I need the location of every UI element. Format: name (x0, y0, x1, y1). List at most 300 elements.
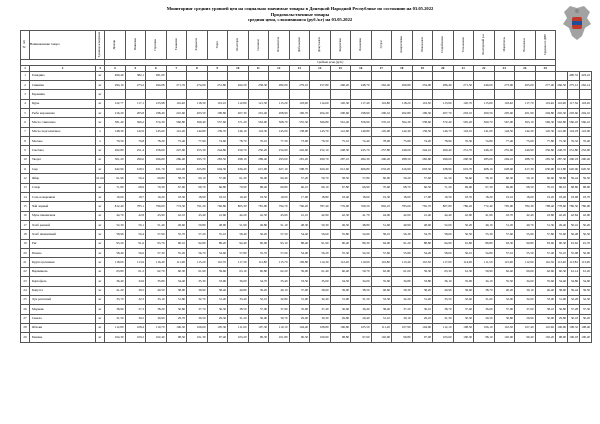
price-cell: 248,70 (556, 146, 568, 155)
unit-cell: кг (96, 239, 105, 248)
price-cell: 294,08 (146, 80, 167, 89)
price-cell: 44,40 (433, 211, 454, 220)
price-cell: 286,40 (166, 155, 187, 164)
column-number: 12 (269, 66, 290, 72)
table-row (21, 323, 592, 332)
price-cell: 59,44 (568, 174, 580, 183)
price-cell: 565,20 (453, 118, 474, 127)
price-cell: 59,60 (207, 267, 228, 276)
price-cell: 48,30 (289, 221, 310, 230)
table-row (21, 258, 592, 267)
price-cell: 141,60 (330, 127, 351, 136)
price-cell: 104,40 (289, 323, 310, 332)
price-cell: 61,30 (453, 267, 474, 276)
price-cell: 56,50 (453, 230, 474, 239)
column-number: 23 (494, 66, 515, 72)
price-cell: 117,90 (433, 258, 454, 267)
price-cell (556, 90, 568, 99)
price-cell: 38,90 (105, 305, 126, 314)
price-cell: 766,80 (207, 202, 228, 211)
price-cell: 42,60 (392, 211, 413, 220)
price-cell: 604,30 (207, 165, 228, 174)
product-name: Куры (30, 99, 96, 108)
price-cell: 100,2 (125, 333, 146, 342)
price-cell: 37,40 (310, 305, 331, 314)
price-cell: 57,00 (269, 249, 290, 258)
price-cell: 38,40 (371, 305, 392, 314)
price-cell: 91,90 (310, 239, 331, 248)
price-cell: 201,40 (248, 108, 269, 117)
price-cell: 110,10 (269, 323, 290, 332)
price-cell: 31,90 (330, 295, 351, 304)
price-cell: 103,20 (228, 333, 249, 342)
price-cell: 63,10 (228, 267, 249, 276)
price-cell: 109,60 (187, 323, 208, 332)
price-cell: 55,70 (166, 230, 187, 239)
price-cell: 108,80 (310, 323, 331, 332)
price-cell: 98,50 (166, 333, 187, 342)
price-cell: 35,90 (289, 305, 310, 314)
unit-cell: кг (96, 323, 105, 332)
price-cell: 31,20 (228, 314, 249, 323)
price-cell: 275,12 (568, 80, 580, 89)
price-cell: 34,10 (474, 277, 495, 286)
price-cell: 60,60 (535, 174, 556, 183)
price-cell: 204,10 (580, 108, 592, 117)
price-cell: 148,30 (105, 127, 126, 136)
price-cell: 60,90 (371, 174, 392, 183)
price-cell: 89,30 (351, 239, 372, 248)
price-cell: 615,90 (248, 165, 269, 174)
header-region: Кировское (330, 31, 351, 60)
price-cell: 205,60 (494, 108, 515, 117)
table-row (21, 193, 592, 202)
price-cell: 113,90 (433, 99, 454, 108)
row-number: 21 (21, 258, 30, 267)
price-cell: 242,60 (289, 146, 310, 155)
table-row (21, 267, 592, 276)
title-line-1: Мониторинг средних уровней цен на социально значимые товары в Донецкой Народной Республике по состоянию на 03.05.2022 (166, 6, 434, 11)
price-cell: 110,30 (494, 323, 515, 332)
product-name: Крупа гречневая (30, 258, 96, 267)
price-cell: 88,80 (412, 239, 433, 248)
price-cell: 76,50 (310, 137, 331, 146)
row-number: 20 (21, 249, 30, 258)
price-cell: 55,10 (556, 249, 568, 258)
price-table-body (21, 71, 592, 342)
price-cell: 246,20 (474, 146, 495, 155)
price-cell: 51,10 (269, 221, 290, 230)
price-cell: 38,20 (146, 305, 167, 314)
price-cell: 58,80 (556, 174, 568, 183)
price-cell: 58,90 (105, 230, 126, 239)
price-cell: 30,2 (125, 314, 146, 323)
price-cell: 42,8 (125, 211, 146, 220)
price-cell: 62,20 (269, 267, 290, 276)
price-cell: 40,90 (433, 286, 454, 295)
row-number: 27 (21, 314, 30, 323)
price-cell: 198,90 (351, 108, 372, 117)
price-cell: 59,00 (289, 267, 310, 276)
price-cell: 608,10 (474, 165, 495, 174)
price-cell: 40,40 (535, 286, 556, 295)
price-cell: 57,60 (371, 249, 392, 258)
price-cell: 29,80 (330, 314, 351, 323)
price-cell: 290,30 (453, 155, 474, 164)
price-cell: 620,50 (580, 165, 592, 174)
price-cell: 32,28 (568, 295, 580, 304)
price-cell: 34,40 (556, 277, 568, 286)
table-row (21, 118, 592, 127)
price-cell: 66,80 (207, 183, 228, 192)
price-cell: 57,80 (228, 249, 249, 258)
price-cell: 60,40 (269, 174, 290, 183)
price-cell: 59,70 (351, 267, 372, 276)
price-cell: 60,80 (248, 267, 269, 276)
price-cell: 574,30 (146, 118, 167, 127)
price-cell: 33,40 (228, 295, 249, 304)
price-cell: 29,70 (166, 314, 187, 323)
price-cell: 60,10 (187, 174, 208, 183)
price-cell: 37,40 (453, 305, 474, 314)
price-cell: 54,90 (351, 230, 372, 239)
header-region: Дебальцево (289, 31, 310, 60)
price-cell: 490,40 (105, 71, 126, 80)
price-cell: 282,00 (269, 80, 290, 89)
column-number: 7 (166, 66, 187, 72)
price-cell: 35,00 (310, 277, 331, 286)
price-cell: 33,10 (146, 295, 167, 304)
price-cell: 35,00 (453, 277, 474, 286)
price-cell: 35,90 (371, 277, 392, 286)
price-cell: 143,30 (248, 127, 269, 136)
price-cell: 568,70 (269, 118, 290, 127)
price-cell: 619,70 (453, 165, 474, 174)
price-cell (310, 90, 331, 99)
price-cell: 19,60 (105, 193, 126, 202)
price-cell: 31,50 (351, 295, 372, 304)
price-cell: 50,80 (187, 221, 208, 230)
price-cell: 38,50 (351, 286, 372, 295)
price-cell: 119,40 (535, 99, 556, 108)
price-cell: 254,00 (412, 80, 433, 89)
table-row (21, 155, 592, 164)
product-name: Чай черный (30, 202, 96, 211)
price-cell: 36,10 (412, 305, 433, 314)
price-cell: 69,90 (494, 183, 515, 192)
column-number: 17 (371, 66, 392, 72)
price-cell: 38,20 (412, 286, 433, 295)
price-cell: 61,90 (187, 267, 208, 276)
price-cell: 57,60 (494, 230, 515, 239)
price-cell: 41,90 (474, 211, 495, 220)
price-cell: 78,20 (146, 137, 167, 146)
column-number: 11 (248, 66, 269, 72)
price-cell: 78,70 (228, 137, 249, 146)
price-cell: 71,80 (105, 183, 126, 192)
price-cell: 38,90 (166, 286, 187, 295)
price-cell: 139,70 (207, 127, 228, 136)
price-cell: 100,20 (580, 333, 592, 342)
price-cell: 67,60 (166, 183, 187, 192)
price-cell (371, 71, 392, 80)
unit-cell: 10 шт (96, 174, 105, 183)
price-cell: 55,30 (474, 230, 495, 239)
price-cell: 43,60 (269, 211, 290, 220)
price-cell: 52,00 (433, 221, 454, 230)
price-cell: 802,10 (371, 202, 392, 211)
price-cell: 566,2 (125, 118, 146, 127)
price-cell: 630,90 (535, 165, 556, 174)
price-cell: 145,30 (535, 127, 556, 136)
table-row (21, 137, 592, 146)
price-cell (187, 90, 208, 99)
price-cell: 207,30 (228, 108, 249, 117)
price-cell: 17,90 (289, 193, 310, 202)
price-cell: 114,60 (310, 99, 331, 108)
price-cell: 783,60 (392, 202, 413, 211)
price-cell: 116,80 (371, 258, 392, 267)
table-row (21, 183, 592, 192)
price-cell: 117,70 (515, 99, 536, 108)
price-cell: 113,82 (568, 258, 580, 267)
price-cell: 199,30 (412, 108, 433, 117)
price-cell: 33,50 (289, 277, 310, 286)
price-cell: 61,20 (228, 174, 249, 183)
price-cell: 62,70 (146, 267, 167, 276)
price-cell: 760,20 (289, 202, 310, 211)
price-table (20, 30, 592, 343)
price-cell: 35,30 (187, 277, 208, 286)
price-cell: 204,80 (535, 108, 556, 117)
price-cell: 97,40 (207, 333, 228, 342)
price-cell (515, 90, 536, 99)
price-cell: 254,90 (269, 146, 290, 155)
price-cell: 216,20 (105, 108, 126, 117)
price-cell: 113,9 (125, 258, 146, 267)
product-name: Мука пшеничная (30, 211, 96, 220)
price-cell: 290,6 (125, 155, 146, 164)
unit-cell: кг (96, 146, 105, 155)
price-cell: 54,00 (289, 249, 310, 258)
column-number: 14 (310, 66, 331, 72)
price-cell: 18,90 (187, 193, 208, 202)
product-name: Говядина (30, 71, 96, 80)
price-cell: 145,00 (269, 127, 290, 136)
price-cell: 35,60 (535, 277, 556, 286)
price-cell: 29,50 (474, 314, 495, 323)
price-cell: 40,10 (269, 286, 290, 295)
price-cell: 37,90 (494, 305, 515, 314)
price-cell: 257,80 (310, 80, 331, 89)
price-table-container (20, 30, 592, 343)
price-cell: 812,40 (105, 202, 126, 211)
price-cell: 33,50 (433, 295, 454, 304)
price-cell: 109,80 (289, 258, 310, 267)
price-cell: 269,80 (392, 80, 413, 89)
price-cell: 19,30 (371, 193, 392, 202)
product-name: Капуста (30, 286, 96, 295)
price-cell: 68,50 (515, 183, 536, 192)
price-cell: 77,80 (535, 137, 556, 146)
price-cell (146, 90, 167, 99)
price-cell: 76,30 (453, 137, 474, 146)
price-cell: 200,50 (474, 108, 495, 117)
price-cell: 91,6 (125, 239, 146, 248)
price-cell: 106,10 (474, 323, 495, 332)
document-title (110, 6, 490, 23)
price-cell: 51,90 (228, 221, 249, 230)
price-cell: 51,30 (535, 221, 556, 230)
price-cell: 18,00 (351, 193, 372, 202)
price-cell: 247,90 (166, 146, 187, 155)
price-cell: 627,10 (269, 165, 290, 174)
price-cell: 613,80 (556, 165, 568, 174)
price-cell: 62,90 (371, 267, 392, 276)
price-cell: 273,2 (125, 80, 146, 89)
price-cell: 288,50 (392, 155, 413, 164)
price-cell: 91,62 (568, 239, 580, 248)
price-cell: 32,30 (580, 295, 592, 304)
price-cell: 51,20 (494, 221, 515, 230)
unit-cell: кг (96, 71, 105, 80)
price-cell: 107,30 (248, 323, 269, 332)
price-cell: 288,70 (515, 155, 536, 164)
price-cell: 33,70 (105, 295, 126, 304)
price-cell: 290,70 (310, 155, 331, 164)
price-cell: 289,40 (248, 155, 269, 164)
price-cell: 143,10 (453, 127, 474, 136)
price-cell: 73,90 (289, 137, 310, 146)
unit-cell: кг (96, 295, 105, 304)
unit-cell: кг (96, 155, 105, 164)
header-region: Снежное (248, 31, 269, 60)
price-cell: 93,10 (269, 239, 290, 248)
row-number: 18 (21, 230, 30, 239)
price-cell: 625,80 (187, 165, 208, 174)
price-cell (494, 71, 515, 80)
price-cell: 32,80 (269, 295, 290, 304)
price-cell: 290,40 (580, 155, 592, 164)
price-cell: 293,70 (187, 155, 208, 164)
price-cell (351, 90, 372, 99)
price-cell: 38,50 (228, 305, 249, 314)
price-cell: 114,30 (310, 258, 331, 267)
price-cell: 43,70 (494, 211, 515, 220)
row-number: 13 (21, 183, 30, 192)
price-cell: 266,50 (556, 80, 568, 89)
price-cell: 111,20 (371, 323, 392, 332)
price-cell: 51,40 (146, 221, 167, 230)
unit-cell: кг (96, 230, 105, 239)
price-cell: 612,60 (330, 165, 351, 174)
price-cell: 56,70 (187, 249, 208, 258)
price-cell: 57,90 (146, 230, 167, 239)
price-cell: 258,60 (146, 146, 167, 155)
price-cell: 606,80 (351, 165, 372, 174)
price-cell: 31,00 (289, 295, 310, 304)
unit-cell: кг (96, 99, 105, 108)
price-cell: 115,80 (474, 99, 495, 108)
price-cell: 260,40 (433, 146, 454, 155)
price-cell: 48,80 (351, 221, 372, 230)
price-cell: 54,40 (289, 230, 310, 239)
unit-cell: кг (96, 286, 105, 295)
price-cell: 198,40 (146, 108, 167, 117)
price-cell: 249,60 (392, 146, 413, 155)
column-number: 19 (412, 66, 433, 72)
price-cell: 145,60 (146, 127, 167, 136)
product-name: Сахар (30, 183, 96, 192)
price-cell (269, 90, 290, 99)
price-cell: 37,90 (269, 305, 290, 314)
product-name: Вермишель (30, 267, 96, 276)
price-cell: 69,80 (269, 183, 290, 192)
price-cell: 55,98 (568, 249, 580, 258)
price-cell: 118,20 (580, 99, 592, 108)
header-region: Ждановка (351, 31, 372, 60)
price-cell: 100,18 (568, 333, 580, 342)
price-cell: 43,90 (146, 211, 167, 220)
price-cell: 74,20 (412, 137, 433, 146)
price-cell: 31,60 (474, 295, 495, 304)
price-cell: 257,80 (371, 146, 392, 155)
price-cell: 141,20 (166, 127, 187, 136)
header-region: Донецк (105, 31, 126, 60)
price-cell: 78,00 (371, 137, 392, 146)
price-cell (289, 90, 310, 99)
price-cell: 62,60 (535, 267, 556, 276)
price-cell: 39,60 (453, 286, 474, 295)
price-cell (207, 71, 228, 80)
price-cell: 91,80 (453, 239, 474, 248)
price-cell: 199,80 (207, 108, 228, 117)
row-number: 5 (21, 108, 30, 117)
price-cell: 279,10 (289, 80, 310, 89)
price-cell (535, 90, 556, 99)
column-number: 4 (105, 66, 126, 72)
unit-cell: кг (96, 193, 105, 202)
price-cell: 76,8 (125, 137, 146, 146)
price-cell: 104,30 (105, 333, 126, 342)
price-cell: 39,90 (187, 286, 208, 295)
price-cell: 115,20 (187, 258, 208, 267)
price-cell: 117,40 (351, 99, 372, 108)
price-cell: 143,70 (310, 127, 331, 136)
price-cell: 56,0 (125, 249, 146, 258)
price-cell: 71,20 (433, 183, 454, 192)
table-row (21, 71, 592, 80)
price-cell: 37,00 (248, 305, 269, 314)
price-cell: 36,40 (105, 277, 126, 286)
price-cell: 61,14 (568, 267, 580, 276)
price-cell: 116,40 (166, 99, 187, 108)
price-cell: 642,90 (105, 165, 126, 174)
price-cell: 37,20 (392, 305, 413, 314)
price-cell: 57,20 (289, 174, 310, 183)
price-cell: 121,50 (248, 99, 269, 108)
column-number: 15 (330, 66, 351, 72)
price-cell: 67,80 (330, 183, 351, 192)
price-cell: 18,60 (515, 193, 536, 202)
price-cell: 112,80 (228, 99, 249, 108)
price-cell (474, 90, 495, 99)
price-cell: 112,80 (105, 323, 126, 332)
price-cell: 282,90 (412, 155, 433, 164)
price-cell: 765,70 (412, 202, 433, 211)
price-cell: 29,40 (351, 314, 372, 323)
price-cell: 36,80 (166, 305, 187, 314)
